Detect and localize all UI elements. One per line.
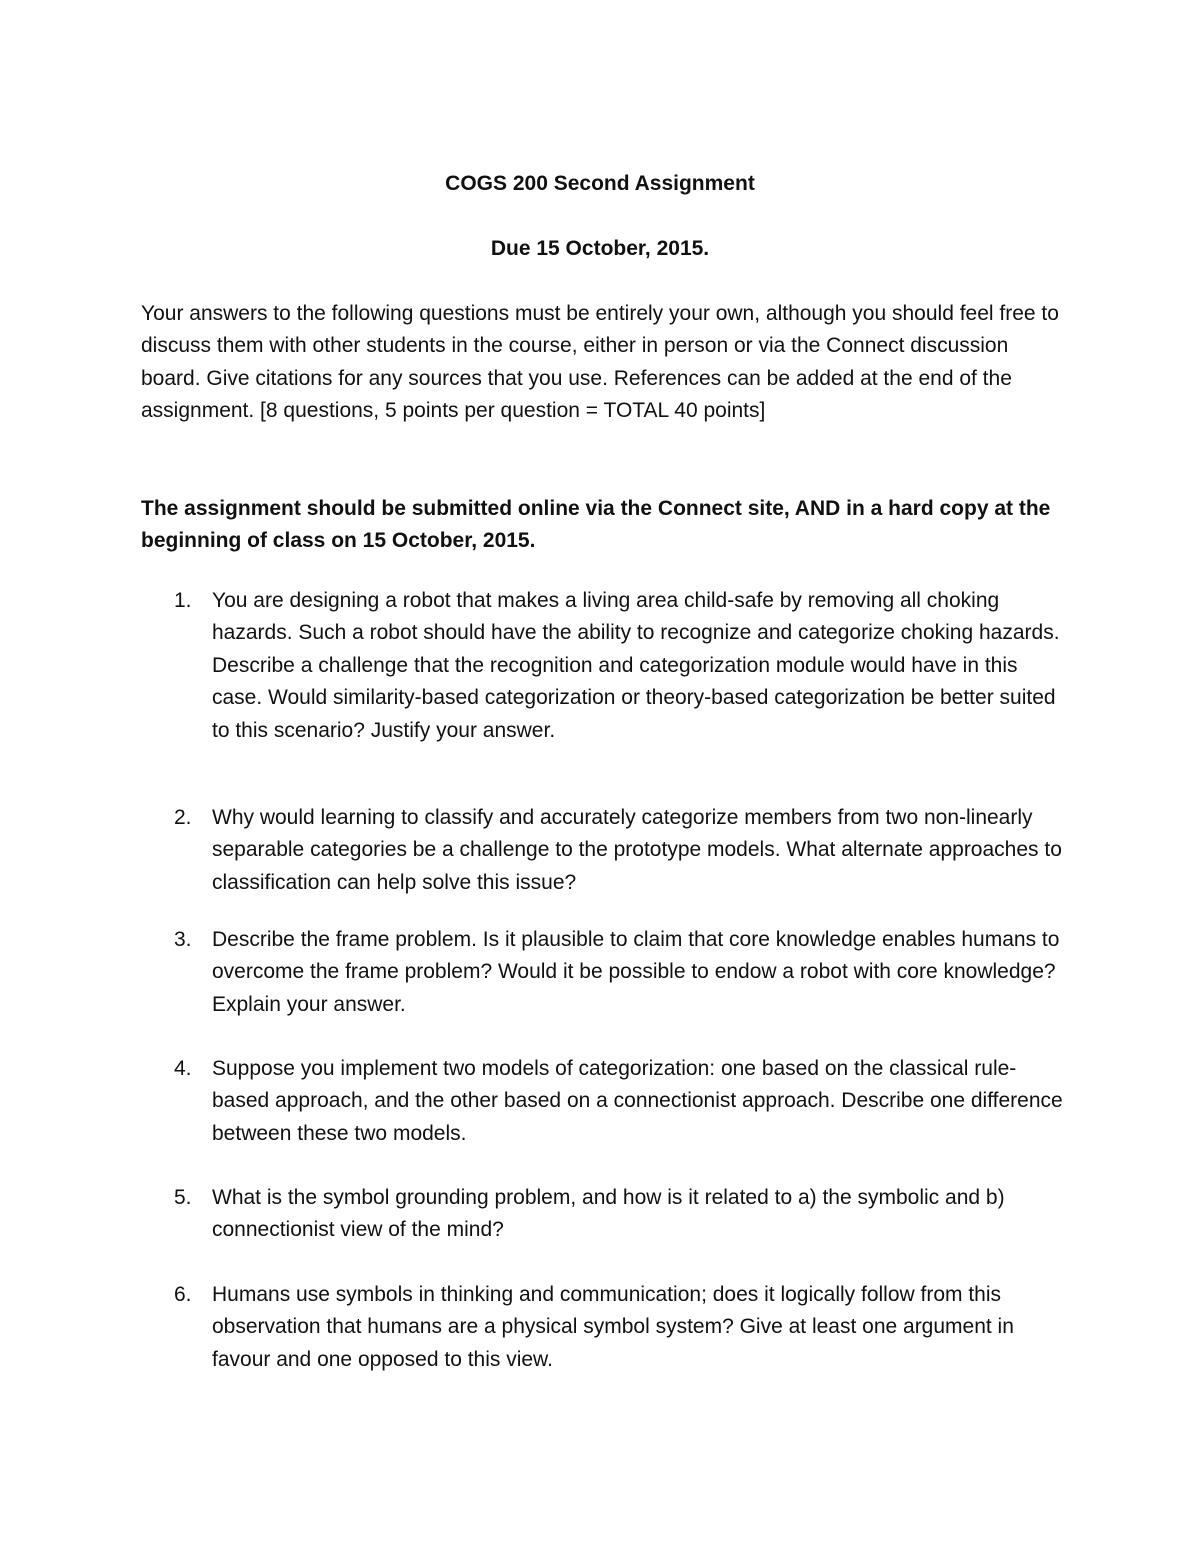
due-date: Due 15 October, 2015. bbox=[490, 237, 710, 260]
question-number: 1. bbox=[174, 589, 192, 612]
question-text: Why would learning to classify and accurately categorize members from two non-linearly separable categories be a challenge to the prototype models. What alternate approaches to classification can help solve this issue? bbox=[212, 806, 1062, 894]
question-number: 4. bbox=[174, 1057, 192, 1080]
question-number: 3. bbox=[174, 928, 192, 951]
question-number: 2. bbox=[174, 806, 192, 829]
question-text: Suppose you implement two models of categorization: one based on the classical rule-based approach, and the other based on a connectionist approach. Describe one difference between these two models. bbox=[212, 1057, 1063, 1145]
document-title: COGS 200 Second Assignment bbox=[445, 172, 755, 195]
submission-notice: The assignment should be submitted online via the Connect site, AND in a hard copy at the beginning of class on 15 October, 2015. bbox=[141, 497, 1051, 553]
question-text: Describe the frame problem. Is it plausible to claim that core knowledge enables humans to overcome the frame problem? Would it be possible to endow a robot with core knowledge? Explain your answer. bbox=[212, 928, 1060, 1016]
question-number: 5. bbox=[174, 1186, 192, 1209]
question-text: You are designing a robot that makes a living area child-safe by removing all choking hazards. Such a robot should have the ability to recognize and categorize choking hazards. Describe a challenge that the recognition and categorization module would have in this case. Would similarity-based categorization or theory-based categorization be better suited to this scenario? Justify your answer. bbox=[212, 589, 1060, 742]
question-number: 6. bbox=[174, 1283, 192, 1306]
intro-paragraph: Your answers to the following questions must be entirely your own, although you should feel free to discuss them with other students in the course, either in person or via the Connect discussion board. Give citations for any sources that you use. References can be added at the end of the assignment. [8 questions, 5 points per question = TOTAL 40 points] bbox=[141, 302, 1059, 423]
question-text: What is the symbol grounding problem, and how is it related to a) the symbolic and b) connectionist view of the mind? bbox=[212, 1186, 1005, 1242]
question-text: Humans use symbols in thinking and communication; does it logically follow from this observation that humans are a physical symbol system? Give at least one argument in favour and one opposed to this view. bbox=[212, 1283, 1014, 1371]
